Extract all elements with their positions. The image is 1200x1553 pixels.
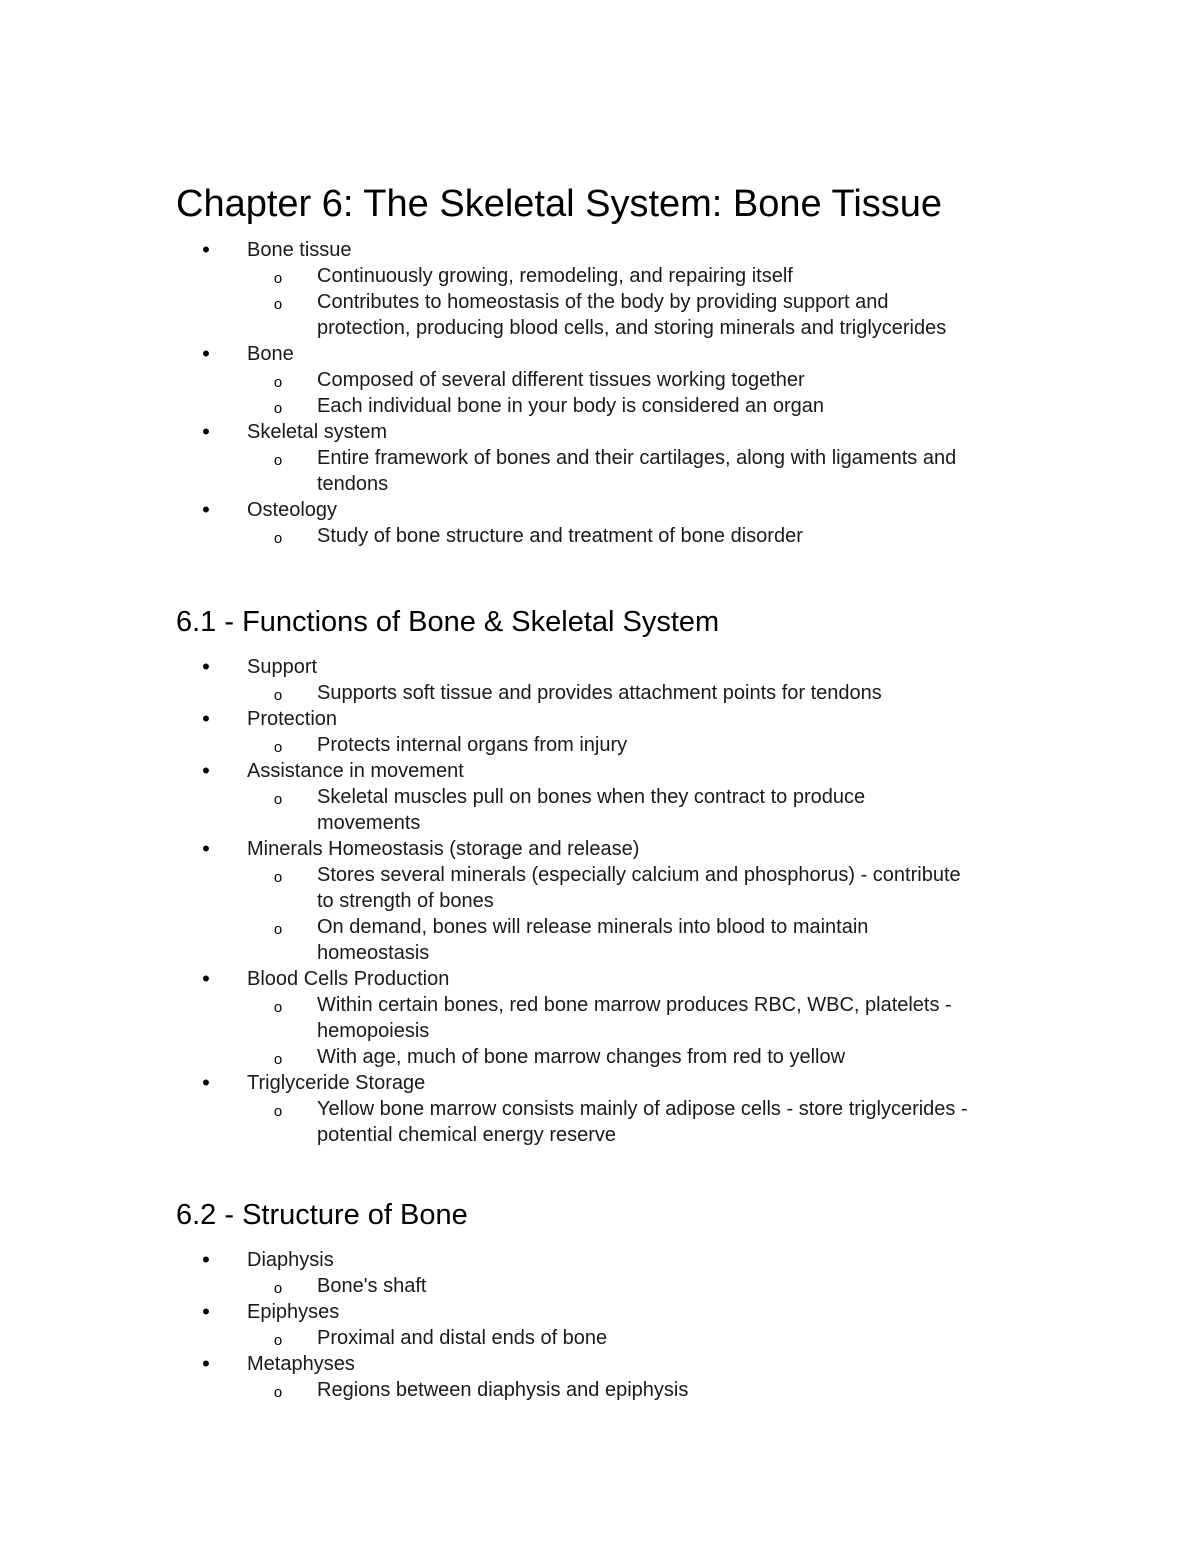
list-item — [0, 654, 1200, 680]
list-item-text: Proximal and distal ends of bone — [317, 1327, 608, 1349]
list-item-text: potential chemical energy reserve — [317, 1124, 617, 1146]
list-item-text: Blood Cells Production — [247, 968, 450, 990]
circle-bullet-icon: o — [273, 374, 283, 391]
list-item-text: homeostasis — [317, 942, 430, 964]
section-heading-structure: 6.2 - Structure of Bone — [176, 1199, 468, 1231]
list-item-text: Protection — [247, 708, 338, 730]
bullet-icon: • — [202, 706, 210, 731]
list-item-text: Bone — [247, 343, 294, 365]
circle-bullet-icon: o — [273, 1384, 283, 1401]
circle-bullet-icon: o — [273, 530, 283, 547]
list-item-text: Bone's shaft — [317, 1275, 427, 1297]
list-item — [0, 1096, 1200, 1148]
circle-bullet-icon: o — [273, 400, 283, 417]
circle-bullet-icon: o — [273, 999, 283, 1016]
list-item-text: Stores several minerals (especially calcium and phosphorus) - contribute — [317, 864, 961, 886]
circle-bullet-icon: o — [273, 1280, 283, 1297]
list-item-text: Skeletal system — [247, 421, 388, 443]
list-item — [0, 966, 1200, 992]
list-item-text: Yellow bone marrow consists mainly of adipose cells - store triglycerides - — [317, 1098, 968, 1120]
list-item-text: On demand, bones will release minerals into blood to maintain — [317, 916, 869, 938]
list-item-text: Composed of several different tissues working together — [317, 369, 805, 391]
circle-bullet-icon: o — [273, 1051, 283, 1068]
list-item-text: Supports soft tissue and provides attachment points for tendons — [317, 682, 882, 704]
bullet-icon: • — [202, 237, 210, 262]
list-item-text: Within certain bones, red bone marrow produces RBC, WBC, platelets - — [317, 994, 952, 1016]
list-item-text: Skeletal muscles pull on bones when they contract to produce — [317, 786, 866, 808]
bullet-icon: • — [202, 1351, 210, 1376]
list-item — [0, 1377, 1200, 1403]
circle-bullet-icon: o — [273, 687, 283, 704]
list-item-text: hemopoiesis — [317, 1020, 430, 1042]
list-item-text: Protects internal organs from injury — [317, 734, 628, 756]
bullet-icon: • — [202, 836, 210, 861]
list-item — [0, 784, 1200, 836]
list-item — [0, 1247, 1200, 1273]
list-item-text: movements — [317, 812, 421, 834]
list-item — [0, 497, 1200, 523]
list-item — [0, 1325, 1200, 1351]
bullet-icon: • — [202, 1070, 210, 1095]
list-item — [0, 862, 1200, 914]
circle-bullet-icon: o — [273, 921, 283, 938]
bullet-icon: • — [202, 1247, 210, 1272]
list-item-text: tendons — [317, 473, 389, 495]
list-item — [0, 992, 1200, 1044]
list-item — [0, 914, 1200, 966]
list-item — [0, 393, 1200, 419]
list-item — [0, 732, 1200, 758]
list-item-text: Minerals Homeostasis (storage and release) — [247, 838, 640, 860]
list-item-text: Metaphyses — [247, 1353, 355, 1375]
list-item-text: Regions between diaphysis and epiphysis — [317, 1379, 689, 1401]
list-item-text: Entire framework of bones and their cartilages, along with ligaments and — [317, 447, 957, 469]
bullet-icon: • — [202, 966, 210, 991]
circle-bullet-icon: o — [273, 739, 283, 756]
list-item-text: Epiphyses — [247, 1301, 340, 1323]
list-item-text: Bone tissue — [247, 239, 352, 261]
page-title: Chapter 6: The Skeletal System: Bone Tissue — [176, 183, 943, 225]
bullet-icon: • — [202, 341, 210, 366]
list-item-text: Support — [247, 656, 318, 678]
bullet-icon: • — [202, 497, 210, 522]
list-item-text: Osteology — [247, 499, 338, 521]
list-item — [0, 1299, 1200, 1325]
list-item — [0, 758, 1200, 784]
list-item — [0, 1070, 1200, 1096]
circle-bullet-icon: o — [273, 452, 283, 469]
list-item — [0, 367, 1200, 393]
circle-bullet-icon: o — [273, 791, 283, 808]
circle-bullet-icon: o — [273, 270, 283, 287]
circle-bullet-icon: o — [273, 869, 283, 886]
list-item — [0, 836, 1200, 862]
bullet-icon: • — [202, 419, 210, 444]
circle-bullet-icon: o — [273, 296, 283, 313]
bullet-icon: • — [202, 654, 210, 679]
list-item-text: Triglyceride Storage — [247, 1072, 426, 1094]
list-item — [0, 289, 1200, 341]
list-item — [0, 1351, 1200, 1377]
list-item-text: Each individual bone in your body is considered an organ — [317, 395, 825, 417]
list-item — [0, 1273, 1200, 1299]
list-item — [0, 263, 1200, 289]
circle-bullet-icon: o — [273, 1332, 283, 1349]
list-item-text: Continuously growing, remodeling, and repairing itself — [317, 265, 793, 287]
list-item-text: Study of bone structure and treatment of bone disorder — [317, 525, 803, 547]
section-heading-functions: 6.1 - Functions of Bone & Skeletal System — [176, 606, 720, 638]
list-item-text: Contributes to homeostasis of the body by providing support and — [317, 291, 889, 313]
list-item-text: protection, producing blood cells, and storing minerals and triglycerides — [317, 317, 947, 339]
list-item — [0, 523, 1200, 549]
bullet-icon: • — [202, 1299, 210, 1324]
list-item — [0, 706, 1200, 732]
list-item-text: to strength of bones — [317, 890, 494, 912]
list-item-text: Assistance in movement — [247, 760, 464, 782]
list-item — [0, 445, 1200, 497]
list-item-text: With age, much of bone marrow changes from red to yellow — [317, 1046, 846, 1068]
circle-bullet-icon: o — [273, 1103, 283, 1120]
list-item — [0, 419, 1200, 445]
list-item — [0, 1044, 1200, 1070]
list-item — [0, 341, 1200, 367]
bullet-icon: • — [202, 758, 210, 783]
list-item-text: Diaphysis — [247, 1249, 334, 1271]
list-item — [0, 680, 1200, 706]
list-item — [0, 237, 1200, 263]
